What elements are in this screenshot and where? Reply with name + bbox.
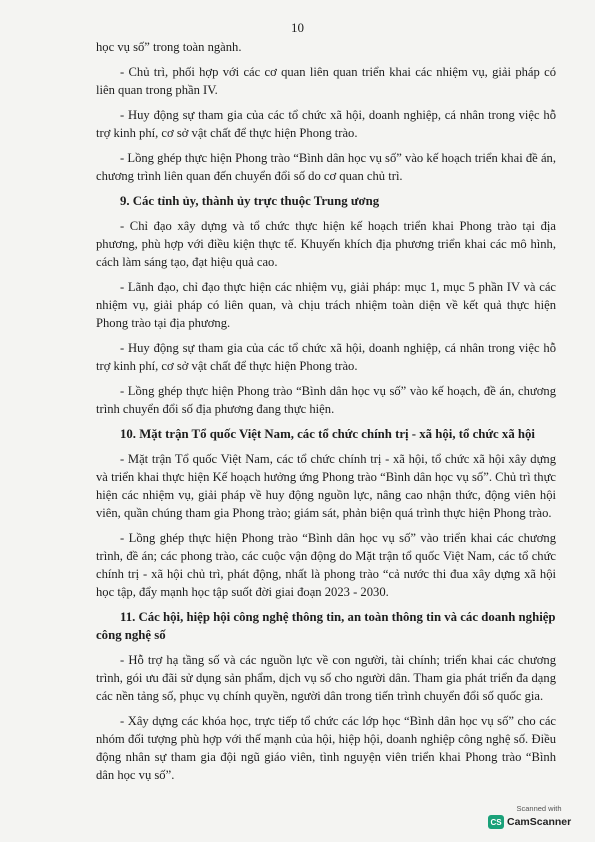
document-body (96, 38, 556, 791)
paragraph: - Lồng ghép thực hiện Phong trào “Bình dân học vụ số” vào kế hoạch triển khai đề án, chương trình liên quan đến chuyển đổi số do cơ quan chủ trì. (96, 151, 556, 183)
paragraph: - Xây dựng các khóa học, trực tiếp tổ chức các lớp học “Bình dân học vụ số” cho các nhóm đối tượng phù hợp với thế mạnh của hội, hiệp hội, doanh nghiệp công nghệ số. Điều động nhân sự tham gia đội ngũ giáo viên, tình nguyện viên triển khai Phong trào “Bình dân học vụ số”. (96, 714, 556, 782)
paragraph: - Lồng ghép thực hiện Phong trào “Bình dân học vụ số” vào triển khai các chương trình, đề án; các phong trào, các cuộc vận động do Mặt trận tổ quốc Việt Nam, các tổ chức chính trị - xã hội chủ trì, phát động, nhất là phong trào “cả nước thi đua xây dựng xã hội học tập, đẩy mạnh học tập suốt đời giai đoạn 2023 - 2030. (96, 531, 556, 599)
camscanner-logo-icon: CS (488, 815, 504, 829)
watermark-row (488, 815, 580, 829)
section-heading: 9. Các tỉnh ủy, thành ủy trực thuộc Trung ương (120, 194, 380, 208)
page-number: 10 (291, 20, 304, 35)
paragraph: học vụ số” trong toàn ngành. (96, 40, 242, 54)
paragraph: - Chỉ đạo xây dựng và tổ chức thực hiện kế hoạch triển khai Phong trào tại địa phương, phù hợp với điều kiện thực tế. Khuyến khích địa phương triển khai các mô hình, cách làm sáng tạo, đạt hiệu quả cao. (96, 219, 556, 269)
paragraph: - Lồng ghép thực hiện Phong trào “Bình dân học vụ số” vào kế hoạch, đề án, chương trình chuyển đổi số địa phương đang thực hiện. (96, 384, 556, 416)
paragraph: - Mặt trận Tổ quốc Việt Nam, các tổ chức chính trị - xã hội, tổ chức xã hội xây dựng và triển khai thực hiện Kế hoạch hưởng ứng Phong trào “Bình dân học vụ số”. Chủ trì thực hiện các nhiệm vụ, giải pháp về huy động nguồn lực, nâng cao nhận thức, động viên hội viên, quần chúng tham gia Phong trào; giám sát, phản biện quá trình thực hiện Phong trào. (96, 452, 556, 520)
paragraph: - Chủ trì, phối hợp với các cơ quan liên quan triển khai các nhiệm vụ, giải pháp có liên quan trong phần IV. (96, 65, 556, 97)
section-heading: 10. Mặt trận Tổ quốc Việt Nam, các tổ chức chính trị - xã hội, tổ chức xã hội (120, 427, 535, 441)
paragraph: - Hỗ trợ hạ tầng số và các nguồn lực về con người, tài chính; triển khai các chương trình, gói ưu đãi sử dụng sản phẩm, dịch vụ số cho người dân. Tham gia phát triển đa dạng các nền tảng số, phục vụ chính quyền, người dân trong tiến trình chuyển đổi số quốc gia. (96, 653, 556, 703)
paragraph: - Lãnh đạo, chỉ đạo thực hiện các nhiệm vụ, giải pháp: mục 1, mục 5 phần IV và các nhiệm vụ, giải pháp có liên quan, và chịu trách nhiệm toàn diện về kết quả thực hiện Phong trào tại địa phương. (96, 280, 556, 330)
section-heading: 11. Các hội, hiệp hội công nghệ thông tin, an toàn thông tin và các doanh nghiệp công nghệ số (96, 610, 556, 642)
watermark-brand: CamScanner (507, 816, 572, 828)
paragraph: - Huy động sự tham gia của các tổ chức xã hội, doanh nghiệp, cá nhân trong việc hỗ trợ kinh phí, cơ sở vật chất để thực hiện Phong trào. (96, 108, 556, 140)
paragraph: - Huy động sự tham gia của các tổ chức xã hội, doanh nghiệp, cá nhân trong việc hỗ trợ kinh phí, cơ sở vật chất để thực hiện Phong trào. (96, 341, 556, 373)
camscanner-watermark (488, 804, 580, 834)
watermark-caption: Scanned with (516, 804, 562, 813)
